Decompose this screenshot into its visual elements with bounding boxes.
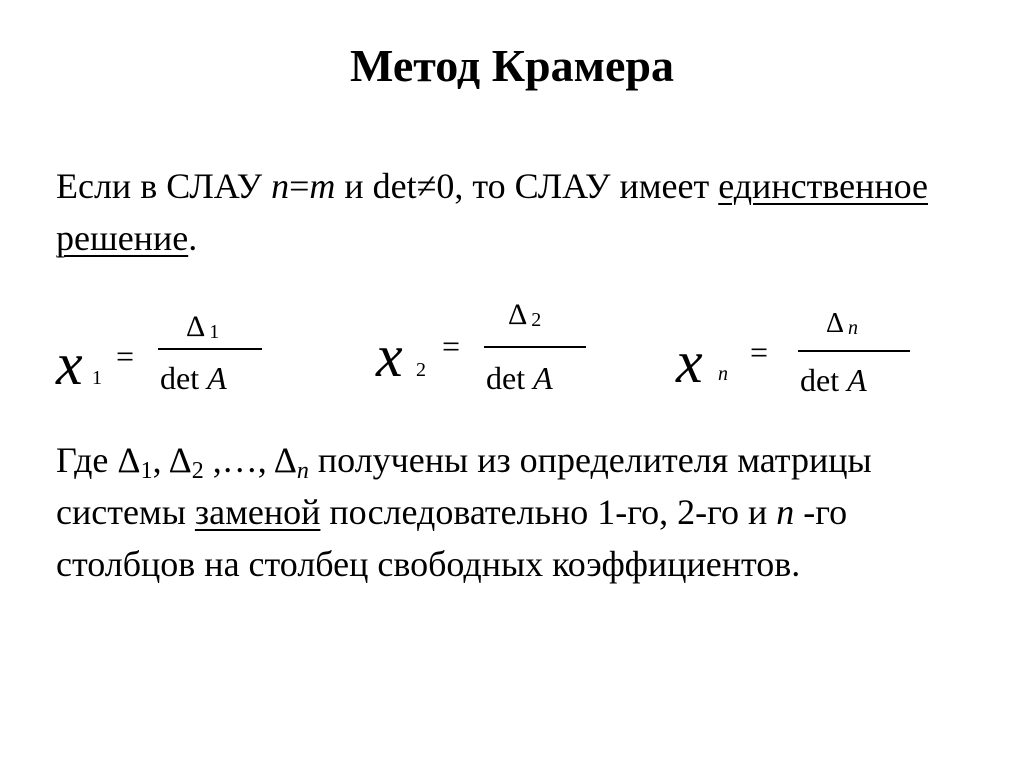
matrix-A: A xyxy=(207,360,227,396)
var-n: n xyxy=(776,492,795,532)
formula-denominator xyxy=(486,362,553,394)
sub-2: 2 xyxy=(191,458,204,484)
formula-var-sub: 2 xyxy=(416,359,426,381)
delta-sub: 1 xyxy=(209,321,220,343)
underlined-replacement: заменой xyxy=(194,492,321,532)
formula-xn xyxy=(676,306,936,416)
formula-denominator xyxy=(800,364,867,396)
formula-x1 xyxy=(56,300,296,410)
underlined-unique-solution: единственное решение xyxy=(56,166,929,258)
text: последовательно 1-го, 2-го и xyxy=(320,492,777,532)
text: получены из определителя матрицы системы xyxy=(56,440,872,532)
delta-sub: n xyxy=(848,317,859,339)
slide-title: Метод Крамера xyxy=(350,40,674,91)
sub-1: 1 xyxy=(140,458,153,484)
var-n: n xyxy=(271,166,290,206)
paragraph-explanation xyxy=(56,434,986,590)
det-text: det xyxy=(160,360,200,396)
fraction-bar xyxy=(484,346,586,348)
formula-var: x xyxy=(376,323,403,389)
text: ,…, Δ xyxy=(203,440,297,480)
sub-n: n xyxy=(296,458,309,484)
formula-numerator xyxy=(826,310,858,338)
text: , Δ xyxy=(152,440,192,480)
formula-var: x xyxy=(56,331,83,397)
delta-symbol: Δ xyxy=(826,308,845,339)
formula-equals: = xyxy=(442,328,461,364)
equals-sign: = xyxy=(289,166,310,206)
delta-sub: 2 xyxy=(531,309,542,331)
det-text: det xyxy=(800,362,840,398)
formula-var: x xyxy=(676,329,703,395)
formula-var-sub: n xyxy=(718,363,728,385)
fraction-bar xyxy=(158,348,262,350)
det-text: det xyxy=(486,360,526,396)
text: . xyxy=(188,218,198,258)
matrix-A: A xyxy=(533,360,553,396)
text: и det≠0, то СЛАУ имеет xyxy=(335,166,719,206)
text: Где Δ xyxy=(56,440,141,480)
matrix-A: A xyxy=(847,362,867,398)
delta-symbol: Δ xyxy=(508,298,528,331)
text: Если в СЛАУ xyxy=(56,166,272,206)
paragraph-condition xyxy=(56,160,986,264)
formula-equals: = xyxy=(750,334,769,370)
formula-numerator xyxy=(508,300,541,330)
formula-x2 xyxy=(376,292,616,402)
var-m: m xyxy=(309,166,336,206)
fraction-bar xyxy=(798,350,910,352)
formula-var-sub: 1 xyxy=(92,367,102,389)
formula-denominator xyxy=(160,362,227,394)
formula-numerator xyxy=(186,312,219,342)
formula-equals: = xyxy=(116,338,135,374)
delta-symbol: Δ xyxy=(186,310,206,343)
text: -го столбцов на столбец свободных коэффициентов. xyxy=(56,492,848,584)
